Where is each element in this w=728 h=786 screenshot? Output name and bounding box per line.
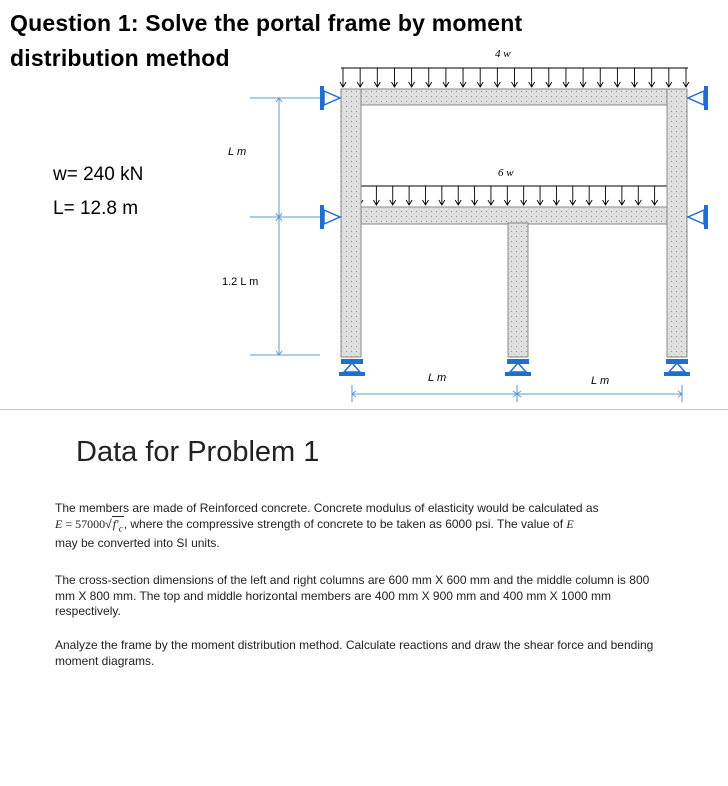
formula-c-subscript: c (118, 522, 123, 533)
load-arrow (391, 68, 397, 87)
question-title-line1: Question 1: Solve the portal frame by moment (10, 10, 523, 36)
mid-load-arrows (357, 186, 674, 205)
right-mid-lateral-support (688, 205, 708, 229)
top-beam (341, 89, 687, 105)
load-arrow (652, 186, 658, 205)
given-w: w= 240 kN (53, 164, 144, 185)
load-arrow (537, 186, 543, 205)
load-arrow (597, 68, 603, 87)
load-arrow (546, 68, 552, 87)
left-base-support (339, 359, 365, 376)
load-arrow (580, 68, 586, 87)
load-arrow (426, 68, 432, 87)
load-arrow (340, 68, 346, 87)
given-L: L= 12.8 m (53, 198, 139, 219)
modulus-end: may be converted into SI units. (55, 536, 220, 551)
load-arrow (649, 68, 655, 87)
modulus-text: The members are made of Reinforced concrete. Concrete modulus of elasticity would be calculated as (55, 501, 599, 515)
load-arrow (635, 186, 641, 205)
load-arrow (373, 186, 379, 205)
paragraph-sections: The cross-section dimensions of the left and right columns are 600 mm X 600 mm and the middle column is 800 mm X 800 mm. The top and middle horizontal members are 400 mm X 900 mm and 400 mm X 1000 mm respectively. (55, 573, 650, 618)
load-arrow (390, 186, 396, 205)
top-load-arrows (340, 68, 689, 87)
load-arrow (586, 186, 592, 205)
load-arrow (494, 68, 500, 87)
paragraph-task: Analyze the frame by the moment distribution method. Calculate reactions and draw the shear force and bending moment diagrams. (55, 638, 654, 668)
load-arrow (409, 68, 415, 87)
load-arrow (570, 186, 576, 205)
formula-eq: = 57000 (62, 516, 106, 531)
mid-load-label: 6 w (498, 167, 514, 179)
middle-base-support (505, 359, 531, 376)
load-arrow (477, 68, 483, 87)
lower-height-label: 1.2 L m (222, 276, 259, 288)
formula-fc-symbol: f′ (112, 516, 119, 531)
load-arrow (443, 68, 449, 87)
modulus-after-formula: , where the compressive strength of concrete to be taken as 6000 psi. The value of (123, 516, 567, 531)
load-arrow (439, 186, 445, 205)
load-arrow (406, 186, 412, 205)
load-arrow (422, 186, 428, 205)
load-arrow (666, 68, 672, 87)
right-span-label: L m (591, 375, 610, 387)
left-span-label: L m (428, 372, 447, 384)
load-arrow (512, 68, 518, 87)
load-arrow (488, 186, 494, 205)
right-column (667, 89, 687, 357)
right-top-lateral-support (688, 86, 708, 110)
load-arrow (455, 186, 461, 205)
formula-E2: E (566, 516, 574, 531)
left-mid-lateral-support (320, 205, 340, 229)
paragraph-modulus: The members are made of Reinforced concrete. Concrete modulus of elasticity would be calculated as $E = 57000√f'_c$, where the compressive strength of concrete to be taken as 6000 psi. The value of E may be converted into SI units. (55, 501, 599, 551)
load-arrow (614, 68, 620, 87)
question-title-line2: distribution method (10, 45, 230, 71)
formula-fc (112, 516, 124, 531)
upper-height-label: L m (228, 146, 247, 158)
load-arrow (563, 68, 569, 87)
load-arrow (521, 186, 527, 205)
load-arrow (472, 186, 478, 205)
middle-beam (341, 207, 687, 224)
load-arrow (357, 68, 363, 87)
span-dimension-line (352, 385, 682, 402)
right-base-support (664, 359, 690, 376)
load-arrow (603, 186, 609, 205)
top-load-label: 4 w (495, 48, 511, 60)
load-arrow (460, 68, 466, 87)
height-dimension-lines (250, 98, 320, 355)
load-arrow (553, 186, 559, 205)
data-section-title: Data for Problem 1 (76, 436, 320, 468)
load-arrow (632, 68, 638, 87)
left-column (341, 89, 361, 357)
left-top-lateral-support (320, 86, 340, 110)
load-arrow (619, 186, 625, 205)
formula-E: E (55, 516, 63, 531)
middle-column (508, 223, 528, 357)
load-arrow (529, 68, 535, 87)
load-arrow (504, 186, 510, 205)
load-arrow (374, 68, 380, 87)
load-arrow (683, 68, 689, 87)
section-divider (0, 409, 728, 410)
